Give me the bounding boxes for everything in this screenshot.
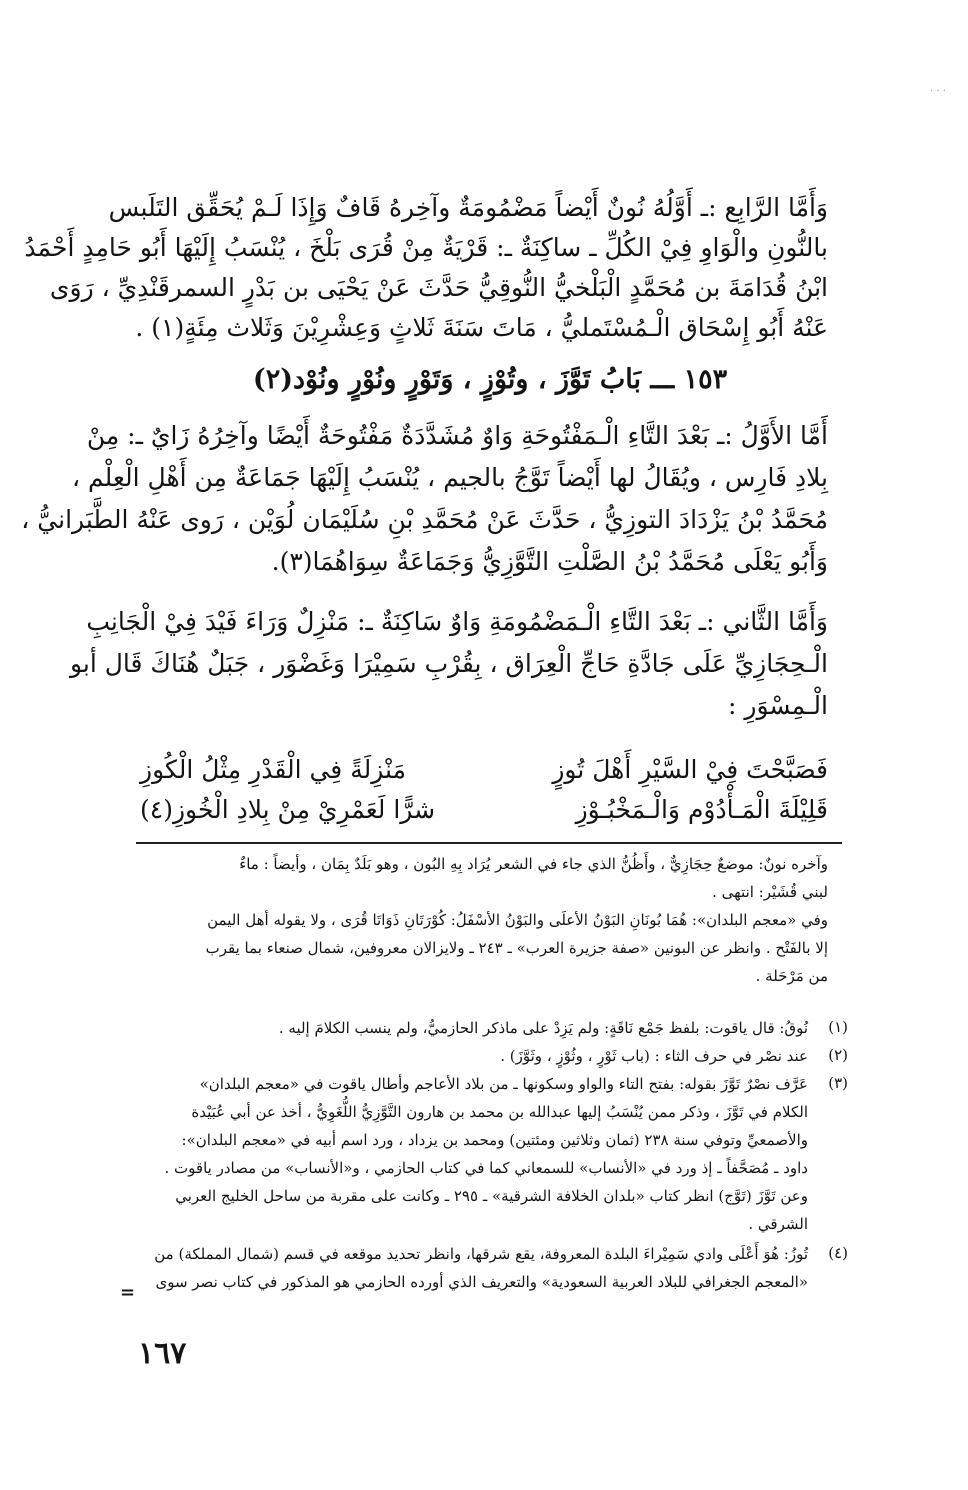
footnote-line: وعن تَوَّزَ (تَوَّج) انظر كتاب «بلدان الخلافة الشرقية» ـ ٢٩٥ ـ وكانت على مقربة من ساحل الخليج العربي — [175, 1187, 808, 1205]
body-line: وَأَمَّا الثَّاني :ـ بَعْدَ التَّاءِ الْـمَضْمُومَةِ وَاوٌ سَاكِنَةٌ ـ: مَنْزِلٌ وَرَاءَ فَيْدَ فِيْ الْجَانِبِ — [86, 607, 828, 636]
body-line: الْـمِسْوَرِ : — [728, 691, 828, 720]
body-line: بالنُّونِ والْوَاوِ فِيْ الكُلِّ ـ ساكِنَةٌ ـ: قَرْيَةٌ مِنْ قُرَى بَلْخَ ، يُنْسَبُ إِلَيْهَا أَبُو حَامِدٍ أَحْمَدُ — [24, 233, 828, 262]
continuation-mark: = — [120, 1282, 136, 1303]
body-line: ابْنُ قُدَامَةَ بن مُحَمَّدٍ الْبَلْخيُّ النُّوقِيُّ حَدَّثَ عَنْ يَحْيَى بن بَدْرٍ السمرقَنْدِيِّ ، رَوَى — [49, 273, 828, 302]
footnote-number: (٤) — [828, 1244, 848, 1262]
body-line: وَأَمَّا الرَّابِع :ـ أَوَّلُهُ نُونٌ أَيْضاً مَضْمُومَةٌ وآخِرهُ قَافٌ وَإِذَا لَـمْ يُحَقِّق التَلَبس — [108, 193, 828, 222]
footnote-line: الشرقي . — [748, 1215, 808, 1233]
body-line: عَنْهُ أَبُو إِسْحَاق الْـمُسْتَمليُّ ، مَاتَ سَنَةَ ثَلاثٍ وَعِشْرِيْنَ وَثَلاث مِئَةٍ(١) . — [135, 313, 828, 342]
verse-first-hemistich: فَصَبَّحْتَ فِيْ السَّيْرِ أَهْلَ تُوزٍ — [552, 755, 828, 784]
footnote-line: داود ـ مُصَحَّفاً ـ إذ ورد في «الأنساب» للسمعاني كما في كتاب الحازمي ، و«الأنساب» من مصادر ياقوت . — [164, 1159, 808, 1177]
body-line: مُحَمَّدُ بْنُ يَزْدَادَ التوزِيُّ ، حَدَّثَ عَنْ مُحَمَّدِ بْنِ سُلَيْمَان لُوَيْن ، رَوى عَنْهُ الطَّبَرانيُّ ، — [21, 505, 828, 534]
page-number: ١٦٧ — [138, 1336, 187, 1371]
footnote-line: والأصمعيِّ وتوفي سنة ٢٣٨ (ثمان وثلاثين ومئتين) ومحمد بن يزداد ، ورد اسم أبيه في «معجم البلدان»: — [181, 1131, 808, 1149]
note-line: إلا بالفَتْح . وانظر عن البونين «صفة جزيرة العرب» ـ ٢٤٣ ـ ولايزالان معروفين، شمال صنعاء بما يقرب — [205, 939, 828, 957]
footnote-line: نُوقُ: قال ياقوت: بلفظ جَمْع نَاقَةٍ: ولم يَزِدْ على ماذكر الحازميُّ، ولم ينسب الكلامَ إليه . — [278, 1019, 808, 1037]
verse-second-hemistich: شرًّا لَعَمْرِيْ مِنْ بِلادِ الْخُوزِ(٤) — [140, 795, 436, 824]
footnote-line: عند نصْر في حرف الثاء : (باب ثَوْرٍ ، وثُوْزٍ ، وثَوَّزَ) . — [500, 1047, 808, 1065]
footnote-line: الكلام في تَوَّزَ ، وذكر ممن يُنْسَبُ إليها عبدالله بن محمد بن هارون التَّوَّزِيُّ اللُّغَوِيُّ ، أخذ عن أبي عُبَيْدة — [191, 1103, 808, 1121]
verse-first-hemistich: قَلِيْلَةَ الْمَـأْدُوْم وَالْـمَخْبُـوْزِ — [575, 795, 828, 824]
note-line: من مَرْحَلة . — [755, 967, 828, 985]
body-line: الْـحِجَازِيِّ عَلَى جَادَّةِ حَاجِّ الْعِرَاق ، بِقُرْبِ سَمِيْرَا وَغَضْوَر ، جَبَلٌ هُنَاكَ قَال أبو — [69, 649, 828, 678]
footnote-line: تُوزُ: هُوَ أَعْلَى وادي سَمِيْراءَ البلدة المعروفة، يقع شرقها، وانظر تحديد موقعه في قسم (شمال المملكة) من — [154, 1245, 808, 1263]
footnote-separator — [136, 842, 842, 844]
body-line: وَأَبُو يَعْلَى مُحَمَّدُ بْنُ الصَّلْتِ التَّوَّزِيُّ وَجَمَاعَةٌ سِوَاهُمَا(٣). — [271, 547, 828, 576]
scan-artifact: · · · — [930, 86, 946, 97]
footnote-line: عَرَّف نصْرٌ تَوَّزَ بقوله: بفتح التاء والواو وسكونها ـ من بلاد الأعاجم وأطال ياقوت في «معجم البلدان» — [199, 1075, 808, 1093]
chapter-heading: ١٥٣ ـــ بَابُ تَوَّزَ ، وتُوْزٍ ، وَتَوْرٍ ونُوْرٍ ونُوْد(٢) — [252, 364, 728, 395]
footnote-number: (٢) — [828, 1046, 848, 1064]
body-line: بِلادِ فَارِس ، ويُقَالُ لها أَيْضاً تَوَّجُ بالجيم ، يُنْسَبُ إِلَيْهَا جَمَاعَةٌ مِن أَهْلِ الْعِلْم ، — [72, 463, 828, 492]
footnote-number: (١) — [828, 1018, 848, 1036]
note-line: وفي «معجم البلدان»: هُمَا بُونَانِ البَوْنُ الأعلَى والبَوْنُ الأسْفَلُ: كُوْرَتَانِ ذَوَاتَا قُرَى ، ولا يقوله أهل اليمن — [207, 911, 828, 929]
verse-second-hemistich: مَنْزِلَةً فِي الْقَدْرِ مِثْلُ الْكُوزِ — [140, 755, 406, 784]
footnote-line: «المعجم الجغرافي للبلاد العربية السعودية» والتعريف الذي أورده الحازمي هو المذكور في كتاب نصر سوى — [155, 1273, 808, 1291]
note-line: لبني قُشَيْر: انتهى . — [712, 883, 828, 901]
body-line: أَمَّا الأَوَّلُ :ـ بَعْدَ التَّاءِ الْـمَفْتُوحَةِ وَاوٌ مُشَدَّدَةٌ مَفْتُوحَةٌ أَيْضًا وآخِرُهُ زَايٌ ـ: مِنْ — [86, 421, 828, 450]
footnote-number: (٣) — [828, 1074, 848, 1092]
note-line: وآخره نونٌ: موضعٌ حِجَازِيٌّ ، وأَظُنُّ الذي جاء في الشعر يُرَاد بِهِ البُون ، وهو بَلَدٌ بِمَان ، وأيضاً : ماءٌ — [239, 855, 828, 873]
